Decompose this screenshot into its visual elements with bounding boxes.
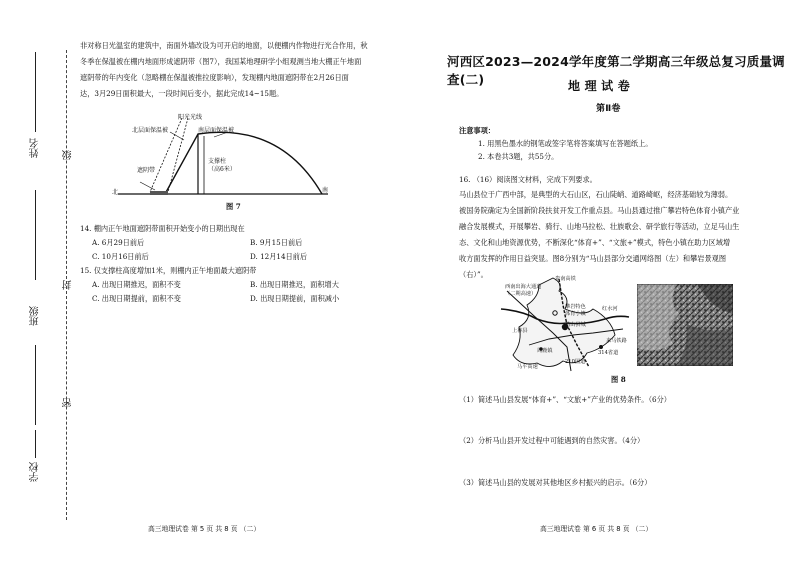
note-item: 1. 用黑色墨水的钢笔或签字笔将答案填写在答题纸上。: [478, 139, 653, 148]
margin-line: [35, 345, 36, 425]
q16-text-line: 收方面发挥的作用日益突显。图8分别为“马山县部分交通网络图（左）和攀岩景观图: [459, 254, 727, 263]
map-label-town: 周鹿镇: [537, 348, 553, 354]
intro-line: 遮阴带的年内变化（忽略棚在保温被推拉度影响），发现棚内地面遮阴带在2月26日面: [80, 73, 349, 82]
margin-line: [35, 52, 36, 132]
east-town: [599, 345, 603, 349]
left-footer: 高三地理试卷 第 5 页 共 8 页 （二）: [148, 525, 261, 533]
sun-ray: [168, 118, 188, 192]
q15-option-b[interactable]: B. 出现日期推迟，面积增大: [250, 280, 339, 289]
right-footer: 高三地理试卷 第 6 页 共 8 页 （二）: [540, 525, 653, 533]
q16-1: （1）简述马山县发展“体育+”、“文旅+”产业的优势条件。（6分）: [459, 395, 671, 404]
q15-option-d[interactable]: D. 出现日期提前，面积减小: [250, 294, 340, 303]
q14-stem: 14. 棚内正午地面遮阴带面积开始变小的日期出现在: [80, 224, 245, 233]
seal2-label: 密: [63, 398, 74, 408]
subject-title: 地 理 试 卷: [568, 79, 630, 93]
climbing-photo: [637, 284, 733, 366]
south-quilt-label: 南层面保温被: [198, 127, 235, 134]
shade-band: [150, 191, 168, 195]
map-label-county: 马山县城: [565, 322, 586, 328]
map-label-county-2: 上林县: [512, 328, 528, 334]
seal-label: 封: [63, 280, 74, 290]
map-label-expressway: 马平高速: [517, 364, 538, 370]
north-quilt-label: 北层面保温被: [132, 127, 169, 134]
q15-option-a[interactable]: A. 出现日期推迟，面积不变: [92, 280, 181, 289]
q16-text-line: 态、文化和山地资源优势，不断深化“体育+”、“文旅+”模式，特色小镇在助力区域增: [459, 238, 731, 247]
note-item: 2. 本卷共3题，共55分。: [478, 152, 559, 161]
margin-line: [35, 430, 36, 458]
q14-option-a[interactable]: A. 6月29日前后: [92, 238, 145, 247]
class-label: 班级: [30, 306, 41, 326]
fold-line: [66, 50, 67, 520]
volume-title: 第Ⅱ卷: [596, 104, 621, 114]
map-label-river: 红水河: [602, 306, 618, 312]
grade-label: 级: [63, 150, 74, 160]
north-label: 北: [112, 189, 119, 196]
name-label: 姓名: [30, 138, 41, 158]
q16-text-line: 融合发展模式，开展攀岩、骑行、山地马拉松、壮族歌会、研学旅行等活动，立足马山生: [459, 222, 740, 231]
q16-head: 16. （16）阅读图文材料，完成下列要求。: [459, 175, 597, 184]
quilt-pointer: [170, 132, 184, 140]
sun-ray-label: 阳光光线: [178, 114, 203, 121]
map-label-climb: 攀岩特色 体育小镇: [565, 304, 586, 317]
shade-label: 遮阴带: [137, 167, 156, 174]
q15-stem: 15. 仅支撑柱高度增加1米，则棚内正午地面最大遮阴带: [80, 266, 257, 275]
q16-2: （2）分析马山县开发过程中可能遇到的自然灾害。（4分）: [459, 436, 645, 445]
intro-line: 非对称日光温室的建筑中，南面外墙改设为可开启的地窗，以便棚内作物进行光合作用，秋: [80, 41, 368, 50]
pillar-label: 支撑柱 （高6米）: [208, 158, 236, 173]
map-label-passage: 西南出海大通道 （二期高速）: [505, 284, 542, 297]
margin-line: [35, 190, 36, 280]
exam-header: 河西区2023—2024学年度第二学期高三年级总复习质量调查(二): [447, 54, 785, 87]
greenhouse-roof: [165, 132, 322, 194]
figure-8-caption: 图 8: [611, 375, 626, 384]
south-label: 南: [322, 187, 329, 194]
q16-text-line: 马山县位于广西中部，是典型的大石山区，石山陡峭、道路崎岖，经济基础较为薄弱。: [459, 190, 733, 199]
q15-option-c[interactable]: C. 出现日期提前，面积不变: [92, 294, 181, 303]
intro-line: 达，3月29日面积最大，一段时间后变小，据此完成14~15题。: [80, 89, 284, 98]
figure-7-caption: 图 7: [226, 202, 241, 211]
q14-option-b[interactable]: B. 9月15日前后: [250, 238, 303, 247]
q14-option-c[interactable]: C. 10月16日前后: [92, 252, 149, 261]
q16-text-line: 被国务院确定为全国新阶段扶贫开发工作重点县。马山县通过推广攀岩特色体育小镇产业: [459, 206, 740, 215]
q14-option-d[interactable]: D. 12月14日前后: [250, 252, 308, 261]
school-label: 学校: [30, 462, 41, 482]
q16-text-line: （右）”。: [459, 270, 488, 279]
q16-3: （3）简述马山县的发展对其他地区乡村振兴的启示。（6分）: [459, 478, 652, 487]
notes-title: 注意事项：: [459, 126, 495, 135]
map-label-314: 314省道: [598, 350, 619, 356]
map-label-national-road: 210国道: [565, 359, 586, 365]
map-label-railway: 来马铁路: [606, 338, 627, 344]
map-label-highway: 贵南高铁: [555, 276, 576, 282]
intro-line: 冬季在保温被在棚内地面形成遮阴带（图7），我国某地理研学小组观测当地大棚正午地面: [80, 57, 362, 66]
